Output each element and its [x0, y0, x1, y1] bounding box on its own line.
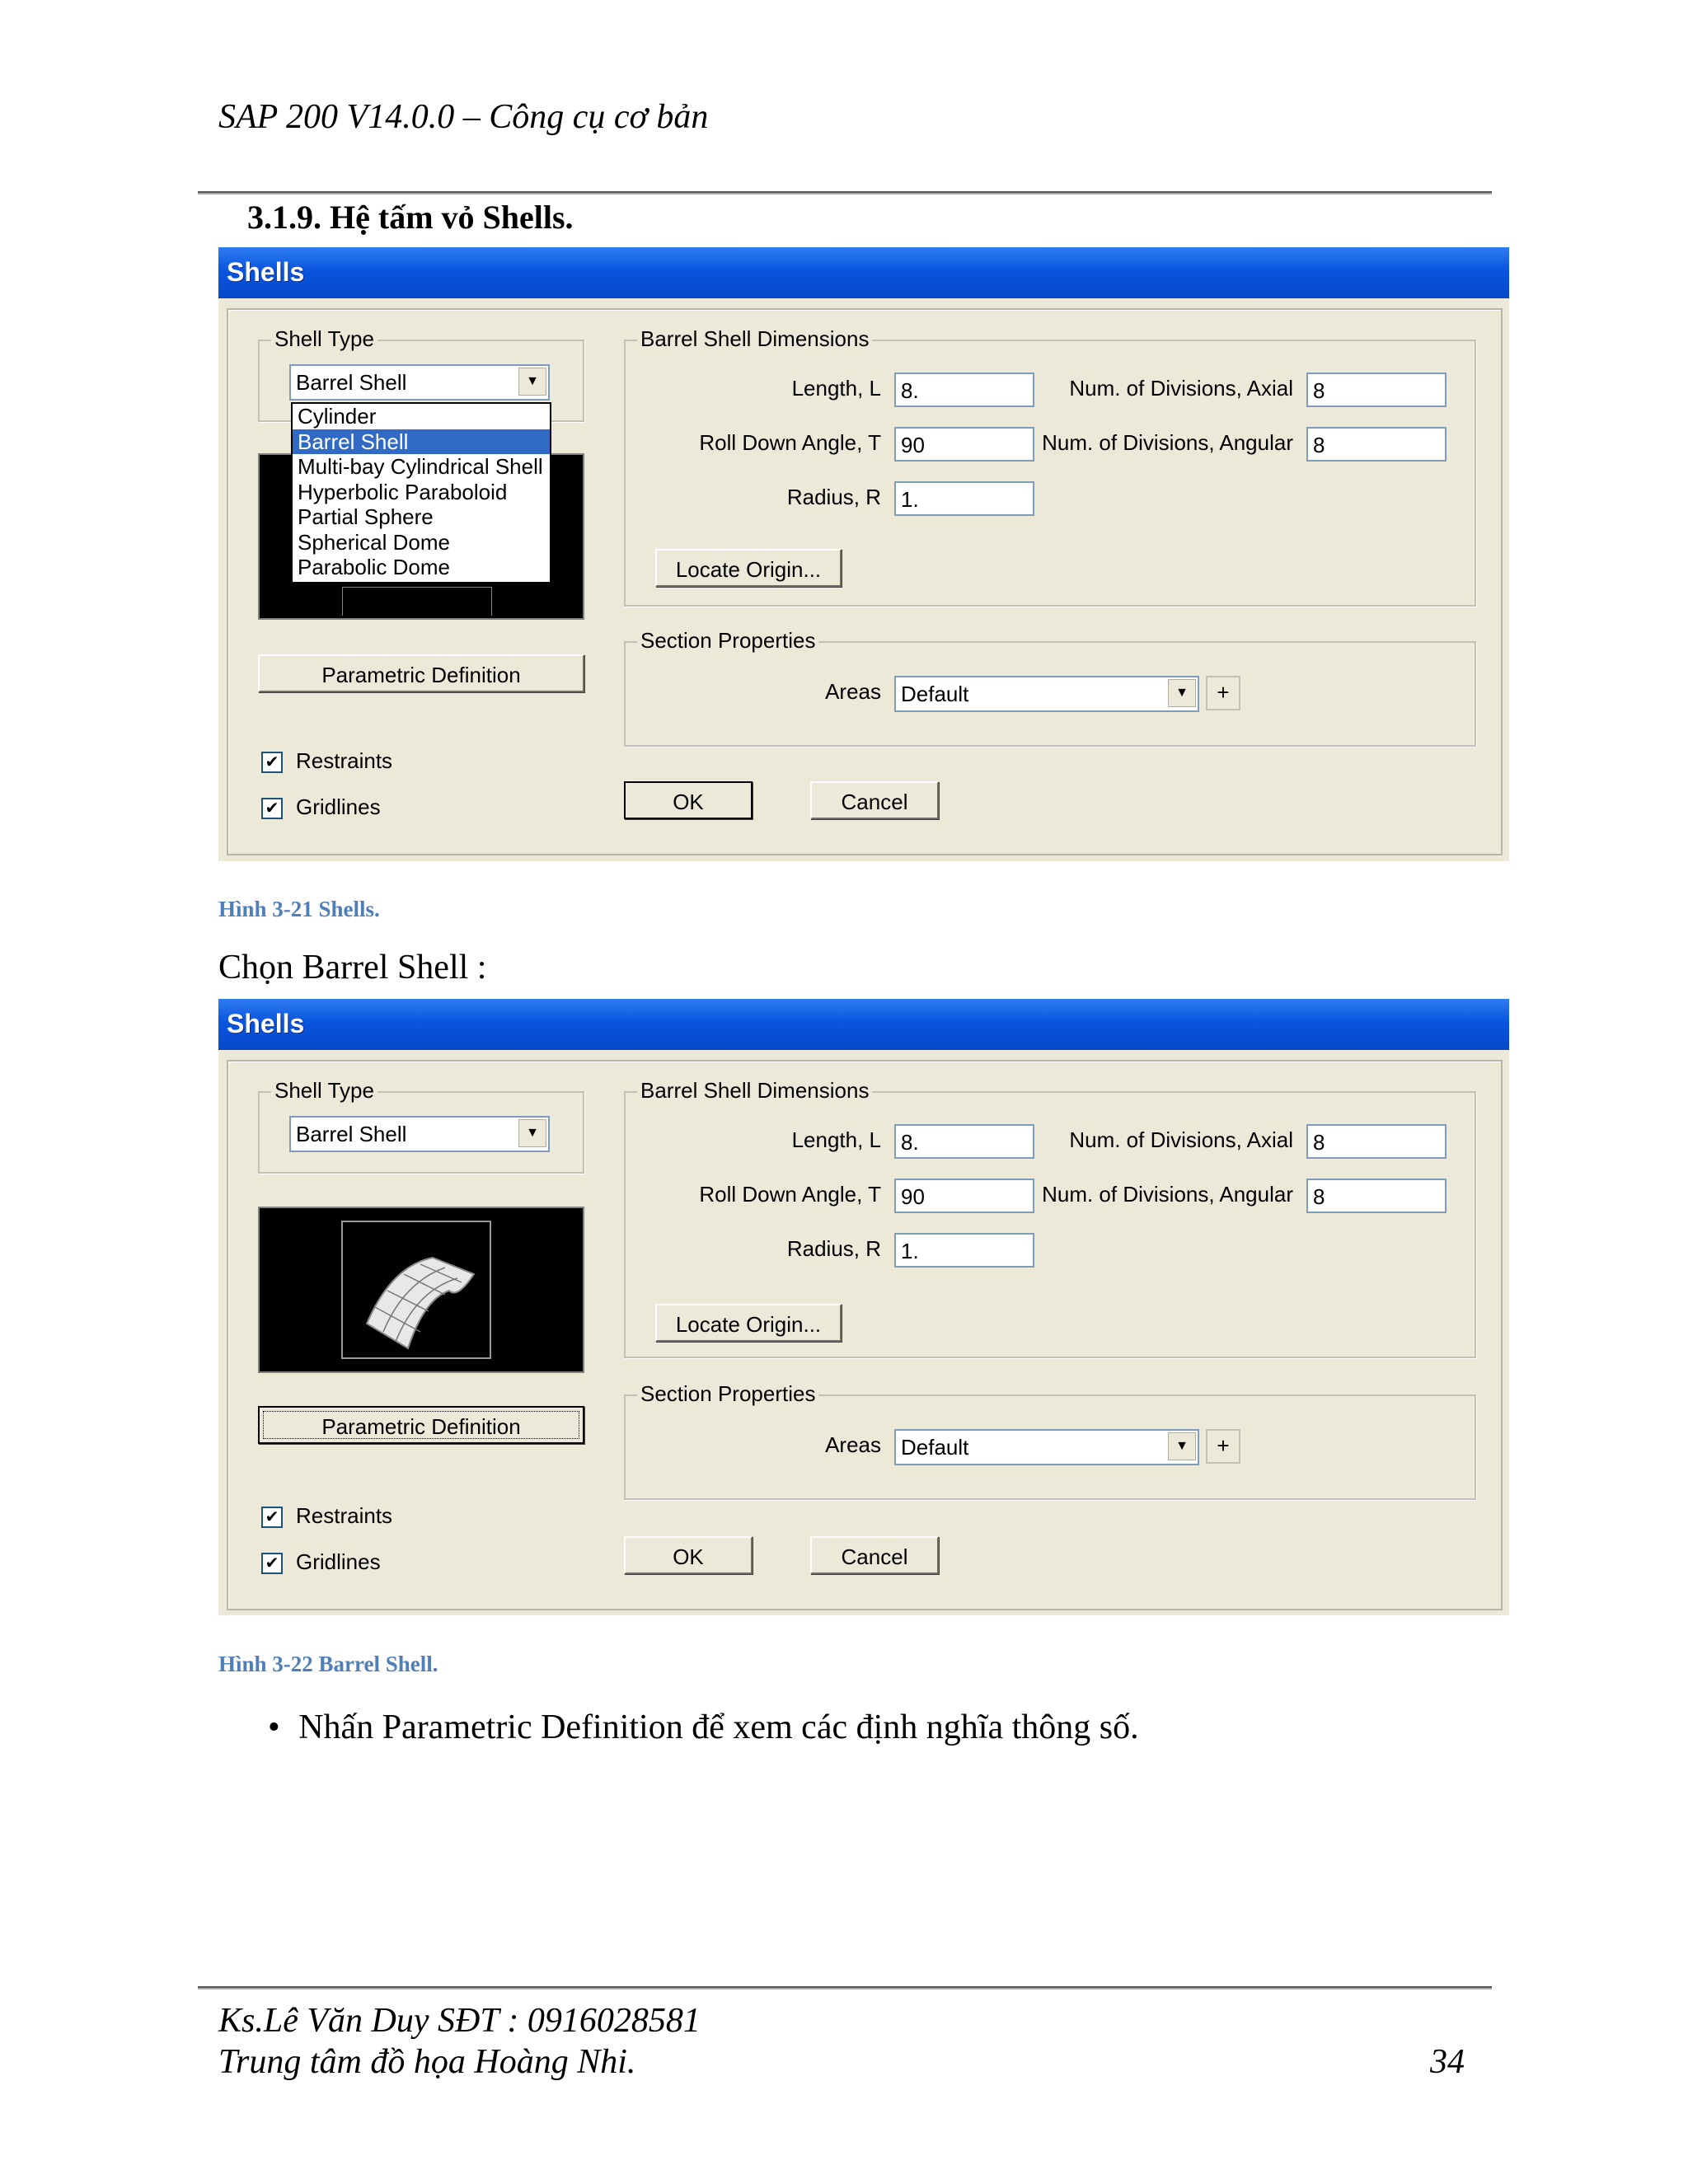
- ok-label: OK: [673, 790, 704, 814]
- dropdown-option-cylinder[interactable]: Cylinder: [298, 404, 377, 429]
- footer-organization: Trung tâm đồ họa Hoàng Nhi.: [218, 2043, 636, 2081]
- length-value: 8.: [901, 378, 919, 403]
- shells-dialog-dropdown-open: [218, 247, 1509, 861]
- dropdown-option-partial-sphere[interactable]: Partial Sphere: [298, 504, 434, 529]
- length-value: 8.: [901, 1130, 919, 1155]
- areas-label: Areas: [825, 679, 881, 704]
- angular-divisions-input[interactable]: [1306, 427, 1447, 462]
- shell-type-value: Barrel Shell: [296, 1122, 407, 1146]
- locate-origin-label: Locate Origin...: [675, 557, 822, 582]
- chevron-down-icon[interactable]: ▼: [518, 1119, 546, 1147]
- chevron-down-icon[interactable]: ▼: [518, 368, 546, 396]
- areas-label: Areas: [825, 1432, 881, 1457]
- gridlines-checkbox[interactable]: ✔: [261, 1553, 283, 1574]
- areas-combo[interactable]: [894, 1429, 1199, 1465]
- dialog-titlebar: [218, 999, 1509, 1050]
- parametric-definition-button[interactable]: [258, 654, 584, 692]
- ok-button[interactable]: [624, 781, 753, 819]
- section-properties-group: [624, 628, 1476, 747]
- dropdown-option-barrel-shell[interactable]: Barrel Shell: [293, 429, 550, 455]
- cancel-button[interactable]: [810, 1536, 939, 1574]
- dimensions-label: Barrel Shell Dimensions: [637, 326, 872, 352]
- shell-type-combo[interactable]: [289, 364, 550, 401]
- axial-divisions-label: Num. of Divisions, Axial: [1069, 376, 1293, 401]
- radius-label: Radius, R: [786, 1236, 881, 1261]
- cancel-label: Cancel: [841, 790, 908, 814]
- dialog-titlebar: [218, 247, 1509, 298]
- roll-down-angle-input[interactable]: [894, 427, 1034, 462]
- shell-type-dropdown-list[interactable]: [291, 402, 551, 583]
- angular-divisions-value: 8: [1313, 1184, 1325, 1209]
- areas-value: Default: [901, 1435, 969, 1460]
- restraints-label: Restraints: [296, 1503, 393, 1528]
- shells-dialog-barrel-shell: [218, 999, 1509, 1615]
- roll-down-angle-value: 90: [901, 1184, 925, 1209]
- roll-down-angle-label: Roll Down Angle, T: [699, 1182, 881, 1207]
- restraints-checkbox[interactable]: ✔: [261, 1507, 283, 1528]
- shell-type-label: Shell Type: [271, 1078, 377, 1104]
- section-heading: 3.1.9. Hệ tấm vỏ Shells.: [247, 199, 574, 236]
- shell-type-group: [258, 1078, 584, 1174]
- bullet-symbol: •: [268, 1708, 280, 1746]
- parametric-definition-label: Parametric Definition: [321, 1414, 521, 1439]
- bullet-item: [268, 1708, 1139, 1747]
- bullet-text: Nhấn Parametric Definition để xem các định nghĩa thông số.: [298, 1708, 1139, 1746]
- radius-label: Radius, R: [786, 485, 881, 509]
- ok-label: OK: [673, 1544, 704, 1569]
- dialog-title: Shells: [227, 257, 305, 287]
- length-input[interactable]: [894, 373, 1034, 407]
- ok-button[interactable]: [624, 1536, 753, 1574]
- barrel-shell-icon: [260, 1208, 583, 1371]
- barrel-shell-dimensions-group: [624, 1078, 1476, 1358]
- roll-down-angle-label: Roll Down Angle, T: [699, 430, 881, 455]
- section-properties-label: Section Properties: [637, 628, 818, 654]
- shell-type-value: Barrel Shell: [296, 370, 407, 395]
- axial-divisions-label: Num. of Divisions, Axial: [1069, 1127, 1293, 1152]
- dialog-title: Shells: [227, 1009, 305, 1038]
- length-input[interactable]: [894, 1124, 1034, 1159]
- intro-text: Chọn Barrel Shell :: [218, 949, 487, 987]
- add-section-button[interactable]: +: [1206, 676, 1240, 710]
- footer-divider: [198, 1986, 1492, 1990]
- shell-type-label: Shell Type: [271, 326, 377, 352]
- cancel-button[interactable]: [810, 781, 939, 819]
- document-header-title: SAP 200 V14.0.0 – Công cụ cơ bản: [218, 98, 709, 136]
- radius-input[interactable]: [894, 1233, 1034, 1268]
- dimensions-label: Barrel Shell Dimensions: [637, 1078, 872, 1104]
- gridlines-label: Gridlines: [296, 794, 381, 819]
- chevron-down-icon[interactable]: ▼: [1168, 1432, 1196, 1460]
- radius-value: 1.: [901, 1239, 919, 1263]
- dialog-body: [227, 308, 1503, 855]
- section-properties-label: Section Properties: [637, 1381, 818, 1407]
- cancel-label: Cancel: [841, 1544, 908, 1569]
- axial-divisions-input[interactable]: [1306, 1124, 1447, 1159]
- section-properties-group: [624, 1381, 1476, 1500]
- angular-divisions-value: 8: [1313, 433, 1325, 457]
- axial-divisions-value: 8: [1313, 1130, 1325, 1155]
- chevron-down-icon[interactable]: ▼: [1168, 679, 1196, 707]
- gridlines-label: Gridlines: [296, 1549, 381, 1574]
- angular-divisions-label: Num. of Divisions, Angular: [1042, 1182, 1293, 1207]
- angular-divisions-input[interactable]: [1306, 1179, 1447, 1213]
- areas-combo[interactable]: [894, 676, 1199, 712]
- barrel-shell-dimensions-group: [624, 326, 1476, 607]
- radius-value: 1.: [901, 487, 919, 512]
- gridlines-checkbox[interactable]: ✔: [261, 798, 283, 819]
- add-section-button[interactable]: +: [1206, 1429, 1240, 1464]
- axial-divisions-input[interactable]: [1306, 373, 1447, 407]
- restraints-label: Restraints: [296, 748, 393, 773]
- footer-author: Ks.Lê Văn Duy SĐT : 0916028581: [218, 2002, 701, 2040]
- figure-caption-2: Hình 3-22 Barrel Shell.: [218, 1652, 438, 1676]
- locate-origin-button[interactable]: [655, 549, 842, 587]
- length-label: Length, L: [791, 1127, 881, 1152]
- dialog-body: [227, 1060, 1503, 1610]
- areas-value: Default: [901, 682, 969, 706]
- parametric-definition-button[interactable]: [258, 1406, 584, 1444]
- figure-caption-1: Hình 3-21 Shells.: [218, 897, 380, 921]
- shell-type-combo[interactable]: [289, 1116, 550, 1152]
- length-label: Length, L: [791, 376, 881, 401]
- roll-down-angle-input[interactable]: [894, 1179, 1034, 1213]
- header-divider: [198, 191, 1492, 194]
- axial-divisions-value: 8: [1313, 378, 1325, 403]
- radius-input[interactable]: [894, 481, 1034, 516]
- locate-origin-button[interactable]: [655, 1304, 842, 1342]
- dropdown-option-spherical-dome[interactable]: Spherical Dome: [298, 529, 450, 555]
- page-number: 34: [1430, 2043, 1465, 2081]
- dropdown-option-parabolic-dome[interactable]: Parabolic Dome: [298, 555, 450, 579]
- angular-divisions-label: Num. of Divisions, Angular: [1042, 430, 1293, 455]
- barrel-shell-preview: [258, 1207, 584, 1373]
- parametric-definition-label: Parametric Definition: [321, 663, 521, 687]
- dropdown-option-hyperbolic-paraboloid[interactable]: Hyperbolic Paraboloid: [298, 479, 508, 504]
- locate-origin-label: Locate Origin...: [675, 1312, 822, 1337]
- restraints-checkbox[interactable]: ✔: [261, 752, 283, 773]
- roll-down-angle-value: 90: [901, 433, 925, 457]
- dropdown-option-multi-bay-cylindrical-shell[interactable]: Multi-bay Cylindrical Shell: [298, 454, 543, 479]
